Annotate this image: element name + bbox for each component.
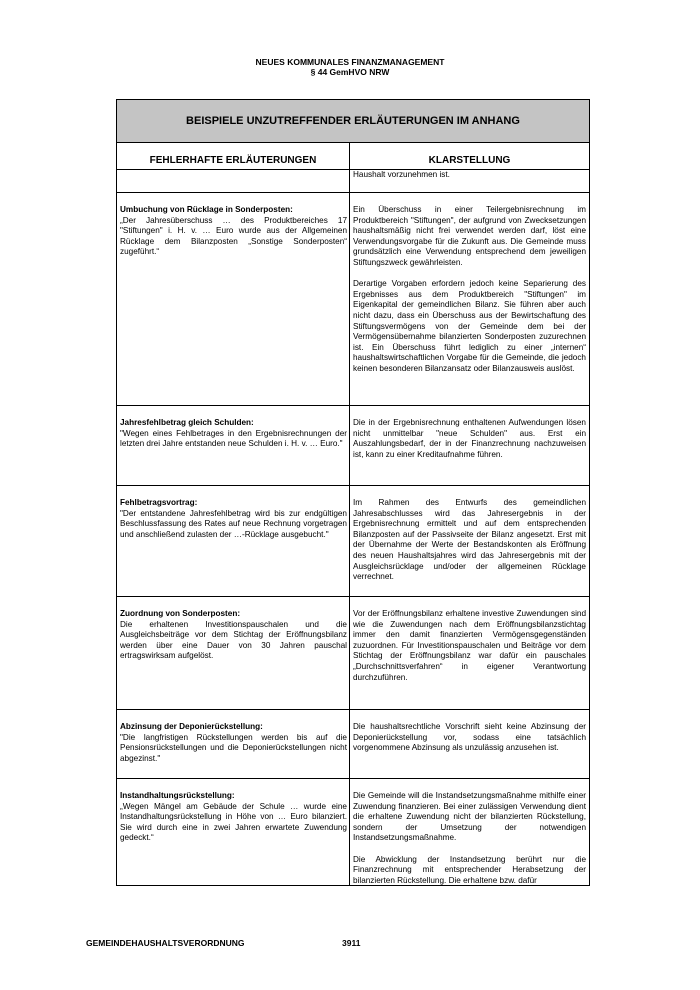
table-row [117, 597, 589, 710]
row-clarification: Die Gemeinde will die Instandsetzungsmaßnahme mithilfe einer Zuwendung finanzieren. Bei einer zulässigen Verwendung dient die erhaltene Zuwendung nicht der bilanzierten Rückstellung, sondern der Umsetzung der notwendigen Instandsetzungsmaßnahme. [353, 791, 586, 843]
row-text: "Wegen eines Fehlbetrages in den Ergebnisrechnungen der letzten drei Jahre entstanden neue Schulden i. H. v. … Euro." [120, 428, 347, 449]
table-row [117, 406, 589, 486]
page-number: 3911 [342, 938, 361, 948]
table-row [117, 486, 589, 597]
examples-table [116, 99, 590, 886]
row-title: Zuordnung von Sonderposten: [120, 609, 241, 618]
row-title: Umbuchung von Rücklage in Sonderposten: [120, 205, 293, 214]
row-clarification: Die haushaltsrechtliche Vorschrift sieht keine Abzinsung der Deponierückstellung vor, sodass eine tatsächlich vorgenommene Abzinsung als unzulässig anzusehen ist. [353, 722, 586, 753]
row-title: Instandhaltungsrückstellung: [120, 791, 235, 800]
row-title: Fehlbetragsvortrag: [120, 498, 198, 507]
table-row [117, 779, 589, 885]
table-row [117, 710, 589, 779]
table-banner: BEISPIELE UNZUTREFFENDER ERLÄUTERUNGEN IM ANHANG [117, 100, 589, 143]
table-row [117, 193, 589, 406]
header-section: § 44 GemHVO NRW [310, 67, 390, 77]
table-column-headers [117, 143, 589, 170]
continued-text: Haushalt vorzunehmen ist. [353, 170, 450, 179]
row-title: Jahresfehlbetrag gleich Schulden: [120, 418, 254, 427]
row-title: Abzinsung der Deponierückstellung: [120, 722, 263, 731]
row-text: "Der entstandene Jahresfehlbetrag wird bis zur endgültigen Beschlussfassung des Rates auf neue Rechnung vorgetragen und anschließend zulasten der …-Rücklage ausgebucht." [120, 508, 347, 539]
column-header-left: FEHLERHAFTE ERLÄUTERUNGEN [117, 143, 350, 169]
column-header-right: KLARSTELLUNG [428, 155, 511, 166]
footer-title: GEMEINDEHAUSHALTSVERORDNUNG [86, 938, 245, 948]
header-title: NEUES KOMMUNALES FINANZMANAGEMENT [255, 57, 445, 67]
row-clarification: Vor der Eröffnungsbilanz erhaltene investive Zuwendungen sind wie die Zuwendungen nach dem Eröffnungsbilanzstichtag immer den damit finanzierten Vermögensgegenständen zuzuordnen. Für Investitionspauschalen und Beiträge vor dem Stichtag der Eröffnungsbilanz war dafür ein pauschales „Durchschnittsverfahren“ in eigener Verantwortung durchzuführen. [353, 609, 586, 682]
row-text: „Der Jahresüberschuss … des Produktbereiches 17 "Stiftungen" i. H. v. … Euro wurde aus der Allgemeinen Rücklage dem Bilanzposten „Sonstige Sonderposten“ zugeführt.“ [120, 215, 347, 257]
row-text: „Wegen Mängel am Gebäude der Schule … wurde eine Instandhaltungsrückstellung in Höhe von … Euro bilanziert. Sie wird durch eine in zwei Jahren erwartete Zuwendung gedeckt.“ [120, 801, 347, 843]
row-clarification: Die in der Ergebnisrechnung enthaltenen Aufwendungen lösen nicht unmittelbar "neue Schulden" aus. Erst ein Auszahlungsbedarf, der in der Finanzrechnung nachzuweisen ist, kann zu einer Kreditaufnahme führen. [353, 418, 586, 459]
row-text: Die erhaltenen Investitionspauschalen und die Ausgleichsbeiträge vor dem Stichtag der Eröffnungsbilanz werden über eine Dauer von 30 Jahren pauschal ertragswirksam aufgelöst. [120, 619, 347, 661]
row-text: "Die langfristigen Rückstellungen werden bis auf die Pensionsrückstellungen und die Deponierückstellungen nicht abgezinst." [120, 732, 347, 763]
table-row-continued [117, 170, 589, 193]
row-clarification: Derartige Vorgaben erfordern jedoch keine Separierung des Ergebnisses aus dem Produktbereich "Stiftungen" im Eigenkapital der gemeindlichen Bilanz. Sie führen aber auch nicht dazu, dass ein Überschuss aus der Bewirtschaftung des Stiftungsvermögens von der Gemeinde dem bei der Vermögensübernahme bilanzierten Sonderposten zuzurechnen ist. Ein Überschuss führt lediglich zu einer „internen“ haushaltswirtschaftlichen Vorgabe für die Gemeinde, die jedoch keinen besonderen Bilanzansatz oder Bilanzausweis auslöst. [353, 279, 586, 373]
row-clarification: Die Abwicklung der Instandsetzung berührt nur die Finanzrechnung mit entsprechender Herabsetzung der bilanzierten Rückstellung. Die erhaltene bzw. dafür [353, 854, 586, 885]
row-clarification: Ein Überschuss in einer Teilergebnisrechnung im Produktbereich "Stiftungen", der aufgrund von Zwecksetzungen haushaltsmäßig nicht frei verwendet werden darf, löst eine Verwendungsvorgabe für die Zukunft aus. Die Gemeinde muss grundsätzlich eine Verwendung entsprechend dem jeweiligen Stiftungszweck gewährleisten. [353, 205, 586, 267]
row-clarification: Im Rahmen des Entwurfs des gemeindlichen Jahresabschlusses wird das Jahresergebnis in der Ergebnisrechnung ermittelt und auf dem entsprechenden Bilanzposten auf der Passivseite der Bilanz angesetzt. Erst mit der Übernahme der Werte der Bestandskonten als Eröffnung des neuen Haushaltsjahres wird das Jahresergebnis mit der Ausgleichsrücklage und/oder der allgemeinen Rücklage verrechnet. [353, 498, 586, 582]
